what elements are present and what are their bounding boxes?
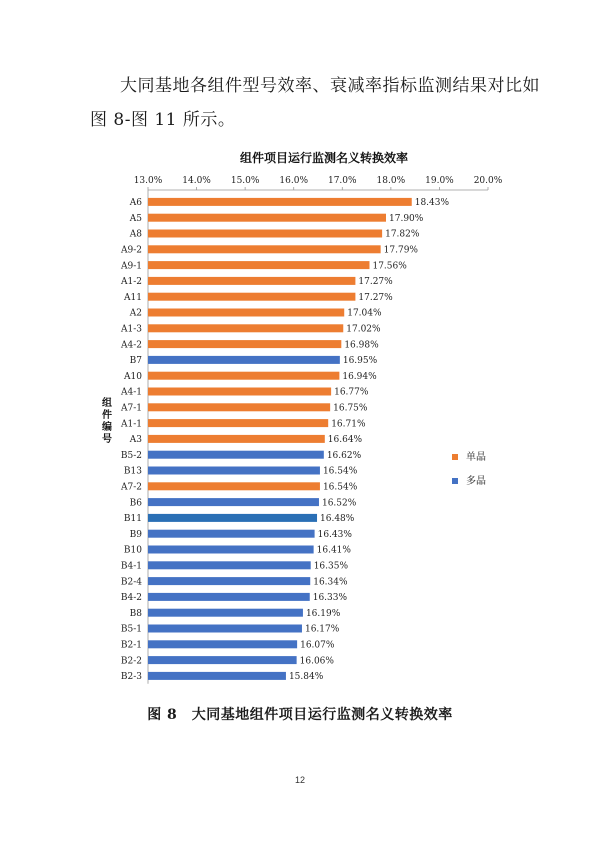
value-label: 16.54% (322, 466, 358, 477)
bar-B4-2 (148, 593, 310, 601)
bar-B2-3 (148, 672, 286, 680)
bar-B9 (148, 530, 315, 538)
category-label: B13 (123, 466, 142, 477)
value-label: 17.82% (385, 229, 420, 240)
bar-B13 (148, 467, 320, 475)
category-label: B2-1 (120, 640, 142, 651)
bar-B5-1 (148, 625, 302, 633)
value-label: 17.56% (372, 261, 407, 272)
category-label: A1-1 (121, 419, 142, 430)
value-label: 17.79% (383, 245, 418, 256)
value-label: 16.64% (327, 435, 363, 446)
category-label: A7-1 (121, 403, 142, 414)
x-tick-label: 14.0% (182, 176, 211, 186)
bar-A4-2 (148, 340, 341, 348)
category-label: A9-1 (121, 261, 142, 272)
value-label: 16.34% (313, 577, 348, 588)
x-tick-label: 15.0% (230, 176, 260, 186)
bar-A9-2 (148, 245, 381, 253)
category-label: A5 (129, 213, 142, 224)
value-label: 17.90% (389, 213, 424, 224)
bar-A1-3 (148, 324, 343, 332)
bar-A7-1 (148, 403, 330, 411)
y-axis-label-char: 组 (102, 398, 112, 409)
bar-B2-2 (148, 656, 297, 664)
bar-A4-1 (148, 388, 331, 396)
bar-B10 (148, 546, 314, 554)
category-label: B4-2 (120, 593, 142, 604)
category-label: B2-3 (120, 672, 142, 683)
bar-A3 (148, 435, 325, 443)
category-label: A4-2 (121, 340, 142, 351)
category-label: A4-1 (121, 387, 142, 398)
x-tick-label: 17.0% (327, 176, 357, 186)
value-label: 16.75% (333, 403, 368, 414)
category-label: A1-3 (121, 324, 142, 335)
bar-B2-4 (148, 577, 310, 585)
x-tick-label: 19.0% (425, 176, 454, 186)
bar-A1-2 (148, 277, 355, 285)
efficiency-bar-chart (0, 140, 600, 690)
value-label: 17.04% (347, 308, 382, 319)
legend-label: 多晶 (466, 476, 486, 487)
x-tick-label: 18.0% (376, 176, 406, 186)
intro-paragraph-line-2: 图 8-图 11 所示。 (90, 110, 236, 130)
value-label: 17.27% (358, 277, 393, 288)
value-label: 17.27% (358, 292, 393, 303)
bar-A11 (148, 293, 355, 301)
bar-A1-1 (148, 419, 328, 427)
value-label: 15.84% (288, 672, 324, 683)
page-number: 12 (294, 775, 305, 785)
category-label: A3 (129, 435, 142, 446)
chart-title: 组件项目运行监测名义转换效率 (239, 151, 409, 165)
category-label: A9-2 (121, 245, 142, 256)
value-label: 17.02% (346, 324, 381, 335)
value-label: 16.48% (320, 514, 355, 525)
y-axis-label-char: 编 (102, 422, 112, 433)
x-tick-label: 13.0% (133, 176, 163, 186)
bar-A7-2 (148, 482, 320, 490)
value-label: 16.54% (322, 482, 358, 493)
bar-A6 (148, 198, 412, 206)
legend-label: 单晶 (466, 452, 486, 463)
category-label: B2-4 (120, 577, 142, 588)
category-label: A10 (124, 371, 142, 382)
value-label: 16.41% (316, 545, 351, 556)
bar-B2-1 (148, 640, 297, 648)
legend-swatch (452, 454, 458, 460)
value-label: 16.52% (321, 498, 357, 509)
category-label: A7-2 (121, 482, 142, 493)
legend-swatch (452, 478, 458, 484)
category-label: A6 (129, 198, 142, 209)
bar-A8 (148, 230, 382, 238)
category-label: A8 (129, 229, 142, 240)
x-tick-label: 16.0% (279, 176, 309, 186)
category-label: B9 (129, 529, 142, 540)
bar-B4-1 (148, 561, 311, 569)
value-label: 16.33% (312, 593, 348, 604)
bar-B5-2 (148, 451, 324, 459)
bar-A2 (148, 309, 344, 317)
value-label: 16.71% (331, 419, 366, 430)
value-label: 16.19% (305, 608, 341, 619)
chart-root (101, 150, 503, 684)
category-label: B11 (123, 514, 142, 525)
bar-B6 (148, 498, 319, 506)
bar-A10 (148, 372, 339, 380)
bar-B7 (148, 356, 340, 364)
value-label: 16.06% (299, 656, 334, 667)
intro-paragraph-line-1: 大同基地各组件型号效率、衰减率指标监测结果对比如 (120, 76, 540, 96)
value-label: 16.98% (344, 340, 379, 351)
category-label: B5-1 (120, 624, 142, 635)
category-label: B2-2 (120, 656, 142, 667)
y-axis-label-char: 件 (102, 410, 112, 421)
category-label: B4-1 (120, 561, 142, 572)
y-axis-label-char: 号 (102, 434, 112, 445)
value-label: 16.62% (326, 450, 362, 461)
category-label: A1-2 (121, 277, 142, 288)
value-label: 16.94% (342, 371, 377, 382)
value-label: 16.07% (300, 640, 335, 651)
value-label: 16.77% (334, 387, 369, 398)
value-label: 16.17% (304, 624, 340, 635)
category-label: B8 (129, 608, 142, 619)
bar-A5 (148, 214, 386, 222)
figure-caption: 图 8 大同基地组件项目运行监测名义转换效率 (147, 707, 453, 723)
value-label: 16.95% (342, 356, 378, 367)
category-label: B10 (123, 545, 142, 556)
category-label: B7 (129, 356, 142, 367)
bar-B11 (148, 514, 317, 522)
bar-B8 (148, 609, 303, 617)
value-label: 16.35% (313, 561, 349, 572)
x-tick-label: 20.0% (473, 176, 503, 186)
category-label: A2 (129, 308, 142, 319)
category-label: B6 (129, 498, 142, 509)
value-label: 16.43% (317, 529, 352, 540)
category-label: A11 (124, 292, 142, 303)
category-label: B5-2 (120, 450, 142, 461)
bar-A9-1 (148, 261, 369, 269)
value-label: 18.43% (414, 198, 450, 209)
